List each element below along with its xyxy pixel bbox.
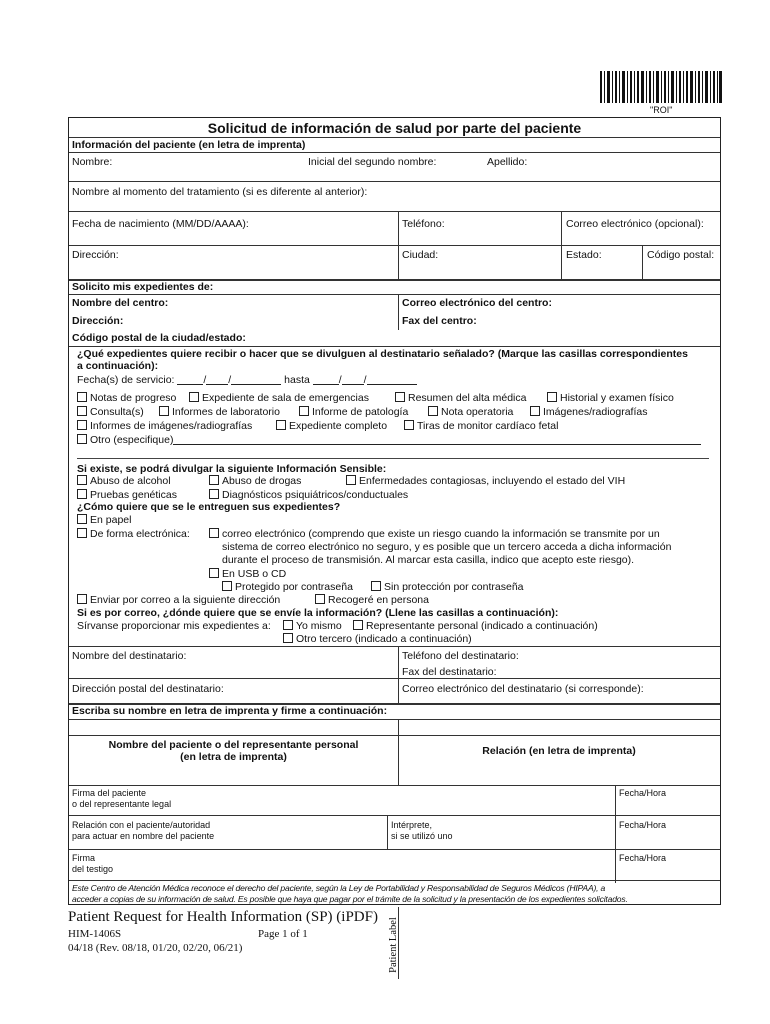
sensitive-title: Si existe, se podrá divulgar la siguiente Información Sensible: (77, 463, 387, 475)
relation-header: Relación (en letra de imprenta) (482, 745, 636, 757)
patient-first-name-field[interactable]: Nombre: (72, 156, 113, 168)
interpreter-label: si se utilizó uno (391, 831, 453, 841)
sensitive-checkbox[interactable]: Abuso de alcohol (77, 475, 171, 487)
sensitive-checkbox[interactable]: Pruebas genéticas (77, 489, 177, 501)
patient-last-name-field[interactable]: Apellido: (487, 156, 528, 168)
patient-signature-field[interactable]: Firma del paciente (72, 788, 147, 798)
email-risk-text: sistema de correo electrónico no seguro, y es posible que un tercero acceda a dicha información (222, 541, 672, 553)
patient-section-title: Información del paciente (en letra de imprenta) (72, 139, 306, 151)
state-field[interactable]: Estado: (566, 249, 602, 261)
signature-section-title: Escriba su nombre en letra de imprenta y firme a continuación: (72, 705, 388, 717)
barcode (600, 71, 722, 103)
name-at-treatment-field[interactable]: Nombre al momento del tratamiento (si es diferente al anterior): (72, 186, 368, 198)
facility-fax-field[interactable]: Fax del centro: (402, 315, 477, 327)
service-dates-sep: hasta (284, 374, 310, 386)
record-checkbox[interactable]: Historial y examen físico (547, 392, 674, 404)
usb-checkbox[interactable]: En USB o CD (209, 568, 286, 580)
patient-signature-label: o del representante legal (72, 799, 172, 809)
hipaa-notice-2: acceder a copias de su información de salud. Es posible que haya que pagar por el trámite de la solicitud y la presentación de los expedientes solicitados. (72, 894, 628, 904)
record-checkbox[interactable]: Informe de patología (299, 406, 408, 418)
paper-checkbox[interactable]: En papel (77, 514, 131, 526)
recipient-name-field[interactable]: Nombre del destinatario: (72, 650, 187, 662)
footer-title: Patient Request for Health Information (SP) (iPDF) (68, 909, 378, 925)
patient-middle-initial-field[interactable]: Inicial del segundo nombre: (308, 156, 437, 168)
facility-email-field[interactable]: Correo electrónico del centro: (402, 297, 552, 309)
interpreter-field[interactable]: Intérprete, (391, 820, 433, 830)
sensitive-checkbox[interactable]: Abuso de drogas (209, 475, 301, 487)
print-name-header-2: (en letra de imprenta) (180, 751, 287, 763)
third-party-checkbox[interactable]: Otro tercero (indicado a continuación) (283, 633, 472, 645)
dob-field[interactable]: Fecha de nacimiento (MM/DD/AAAA): (72, 218, 249, 230)
email-risk-text: durante el proceso de transmisión. Al marcar esta casilla, indico que acepto este riesgo). (222, 554, 635, 566)
self-checkbox[interactable]: Yo mismo (283, 620, 342, 632)
zip-field[interactable]: Código postal: (647, 249, 715, 261)
sensitive-checkbox[interactable]: Diagnósticos psiquiátricos/conductuales (209, 489, 408, 501)
other-line[interactable] (77, 458, 709, 459)
record-checkbox[interactable]: Imágenes/radiografías (530, 406, 647, 418)
form-code: HIM-1406S (68, 928, 122, 940)
service-dates-label: Fecha(s) de servicio: (77, 374, 175, 386)
delivery-title: ¿Cómo quiere que se le entreguen sus expedientes? (77, 501, 341, 513)
no-password-checkbox[interactable]: Sin protección por contraseña (371, 581, 524, 593)
email-delivery-checkbox[interactable]: correo electrónico (comprendo que existe un riesgo cuando la información se transmite por un (209, 528, 660, 540)
record-other-checkbox[interactable]: Otro (especifique) (77, 434, 701, 446)
barcode-caption: "ROI" (650, 105, 673, 115)
recipient-address-field[interactable]: Dirección postal del destinatario: (72, 683, 224, 695)
signature-datetime-field[interactable]: Fecha/Hora (619, 788, 667, 798)
sensitive-checkbox[interactable]: Enfermedades contagiosas, incluyendo el estado del VIH (346, 475, 625, 487)
witness-signature-field[interactable]: Firma (72, 853, 95, 863)
email-field[interactable]: Correo electrónico (opcional): (566, 218, 704, 230)
hipaa-notice: Este Centro de Atención Médica reconoce el derecho del paciente, según la Ley de Portabilidad y Responsabilidad de Seguros Médicos (HIPAA), a (72, 883, 606, 893)
city-field[interactable]: Ciudad: (402, 249, 439, 261)
revision-info: 04/18 (Rev. 08/18, 01/20, 02/20, 06/21) (68, 942, 243, 954)
relationship-authority-label: para actuar en nombre del paciente (72, 831, 215, 841)
interpreter-datetime-field[interactable]: Fecha/Hora (619, 820, 667, 830)
facility-address-field[interactable]: Dirección: (72, 315, 124, 327)
record-checkbox[interactable]: Informes de laboratorio (159, 406, 280, 418)
record-checkbox[interactable]: Tiras de monitor cardíaco fetal (404, 420, 558, 432)
recipient-email-field[interactable]: Correo electrónico del destinatario (si corresponde): (402, 683, 644, 695)
record-checkbox[interactable]: Consulta(s) (77, 406, 144, 418)
electronic-checkbox[interactable]: De forma electrónica: (77, 528, 190, 540)
facility-name-field[interactable]: Nombre del centro: (72, 297, 169, 309)
page-number: Page 1 of 1 (258, 928, 308, 940)
record-checkbox[interactable]: Expediente completo (276, 420, 387, 432)
facility-zip-field[interactable]: Código postal de la ciudad/estado: (72, 332, 246, 344)
pickup-checkbox[interactable]: Recogeré en persona (315, 594, 429, 606)
records-question: ¿Qué expedientes quiere recibir o hacer que se divulguen al destinatario señalado? (Marque las casillas correspondientes (77, 348, 688, 360)
request-form (68, 117, 721, 905)
witness-datetime-field[interactable]: Fecha/Hora (619, 853, 667, 863)
send-to-label: Sírvanse proporcionar mis expedientes a: (77, 620, 271, 632)
mail-checkbox[interactable]: Enviar por correo a la siguiente dirección (77, 594, 280, 606)
facility-section-title: Solicito mis expedientes de: (72, 281, 214, 293)
record-checkbox[interactable]: Nota operatoria (428, 406, 513, 418)
record-checkbox[interactable]: Resumen del alta médica (395, 392, 526, 404)
representative-checkbox[interactable]: Representante personal (indicado a continuación) (353, 620, 598, 632)
relationship-authority-field[interactable]: Relación con el paciente/autoridad (72, 820, 211, 830)
password-protected-checkbox[interactable]: Protegido por contraseña (222, 581, 353, 593)
witness-signature-label: del testigo (72, 864, 114, 874)
phone-field[interactable]: Teléfono: (402, 218, 445, 230)
record-checkbox[interactable]: Expediente de sala de emergencias (189, 392, 369, 404)
service-dates[interactable]: Fecha(s) de servicio: / / hasta / / (77, 374, 417, 386)
form-title: Solicitud de información de salud por parte del paciente (207, 120, 582, 136)
recipient-fax-field[interactable]: Fax del destinatario: (402, 666, 497, 678)
mail-question: Si es por correo, ¿dónde quiere que se envíe la información? (Llene las casillas a continuación): (77, 607, 559, 619)
patient-label-area: Patient Label (388, 917, 399, 973)
print-name-header: Nombre del paciente o del representante personal (108, 739, 359, 751)
record-checkbox[interactable]: Notas de progreso (77, 392, 176, 404)
record-checkbox[interactable]: Informes de imágenes/radiografías (77, 420, 252, 432)
records-question-cont: a continuación): (77, 360, 159, 372)
address-field[interactable]: Dirección: (72, 249, 119, 261)
recipient-phone-field[interactable]: Teléfono del destinatario: (402, 650, 519, 662)
